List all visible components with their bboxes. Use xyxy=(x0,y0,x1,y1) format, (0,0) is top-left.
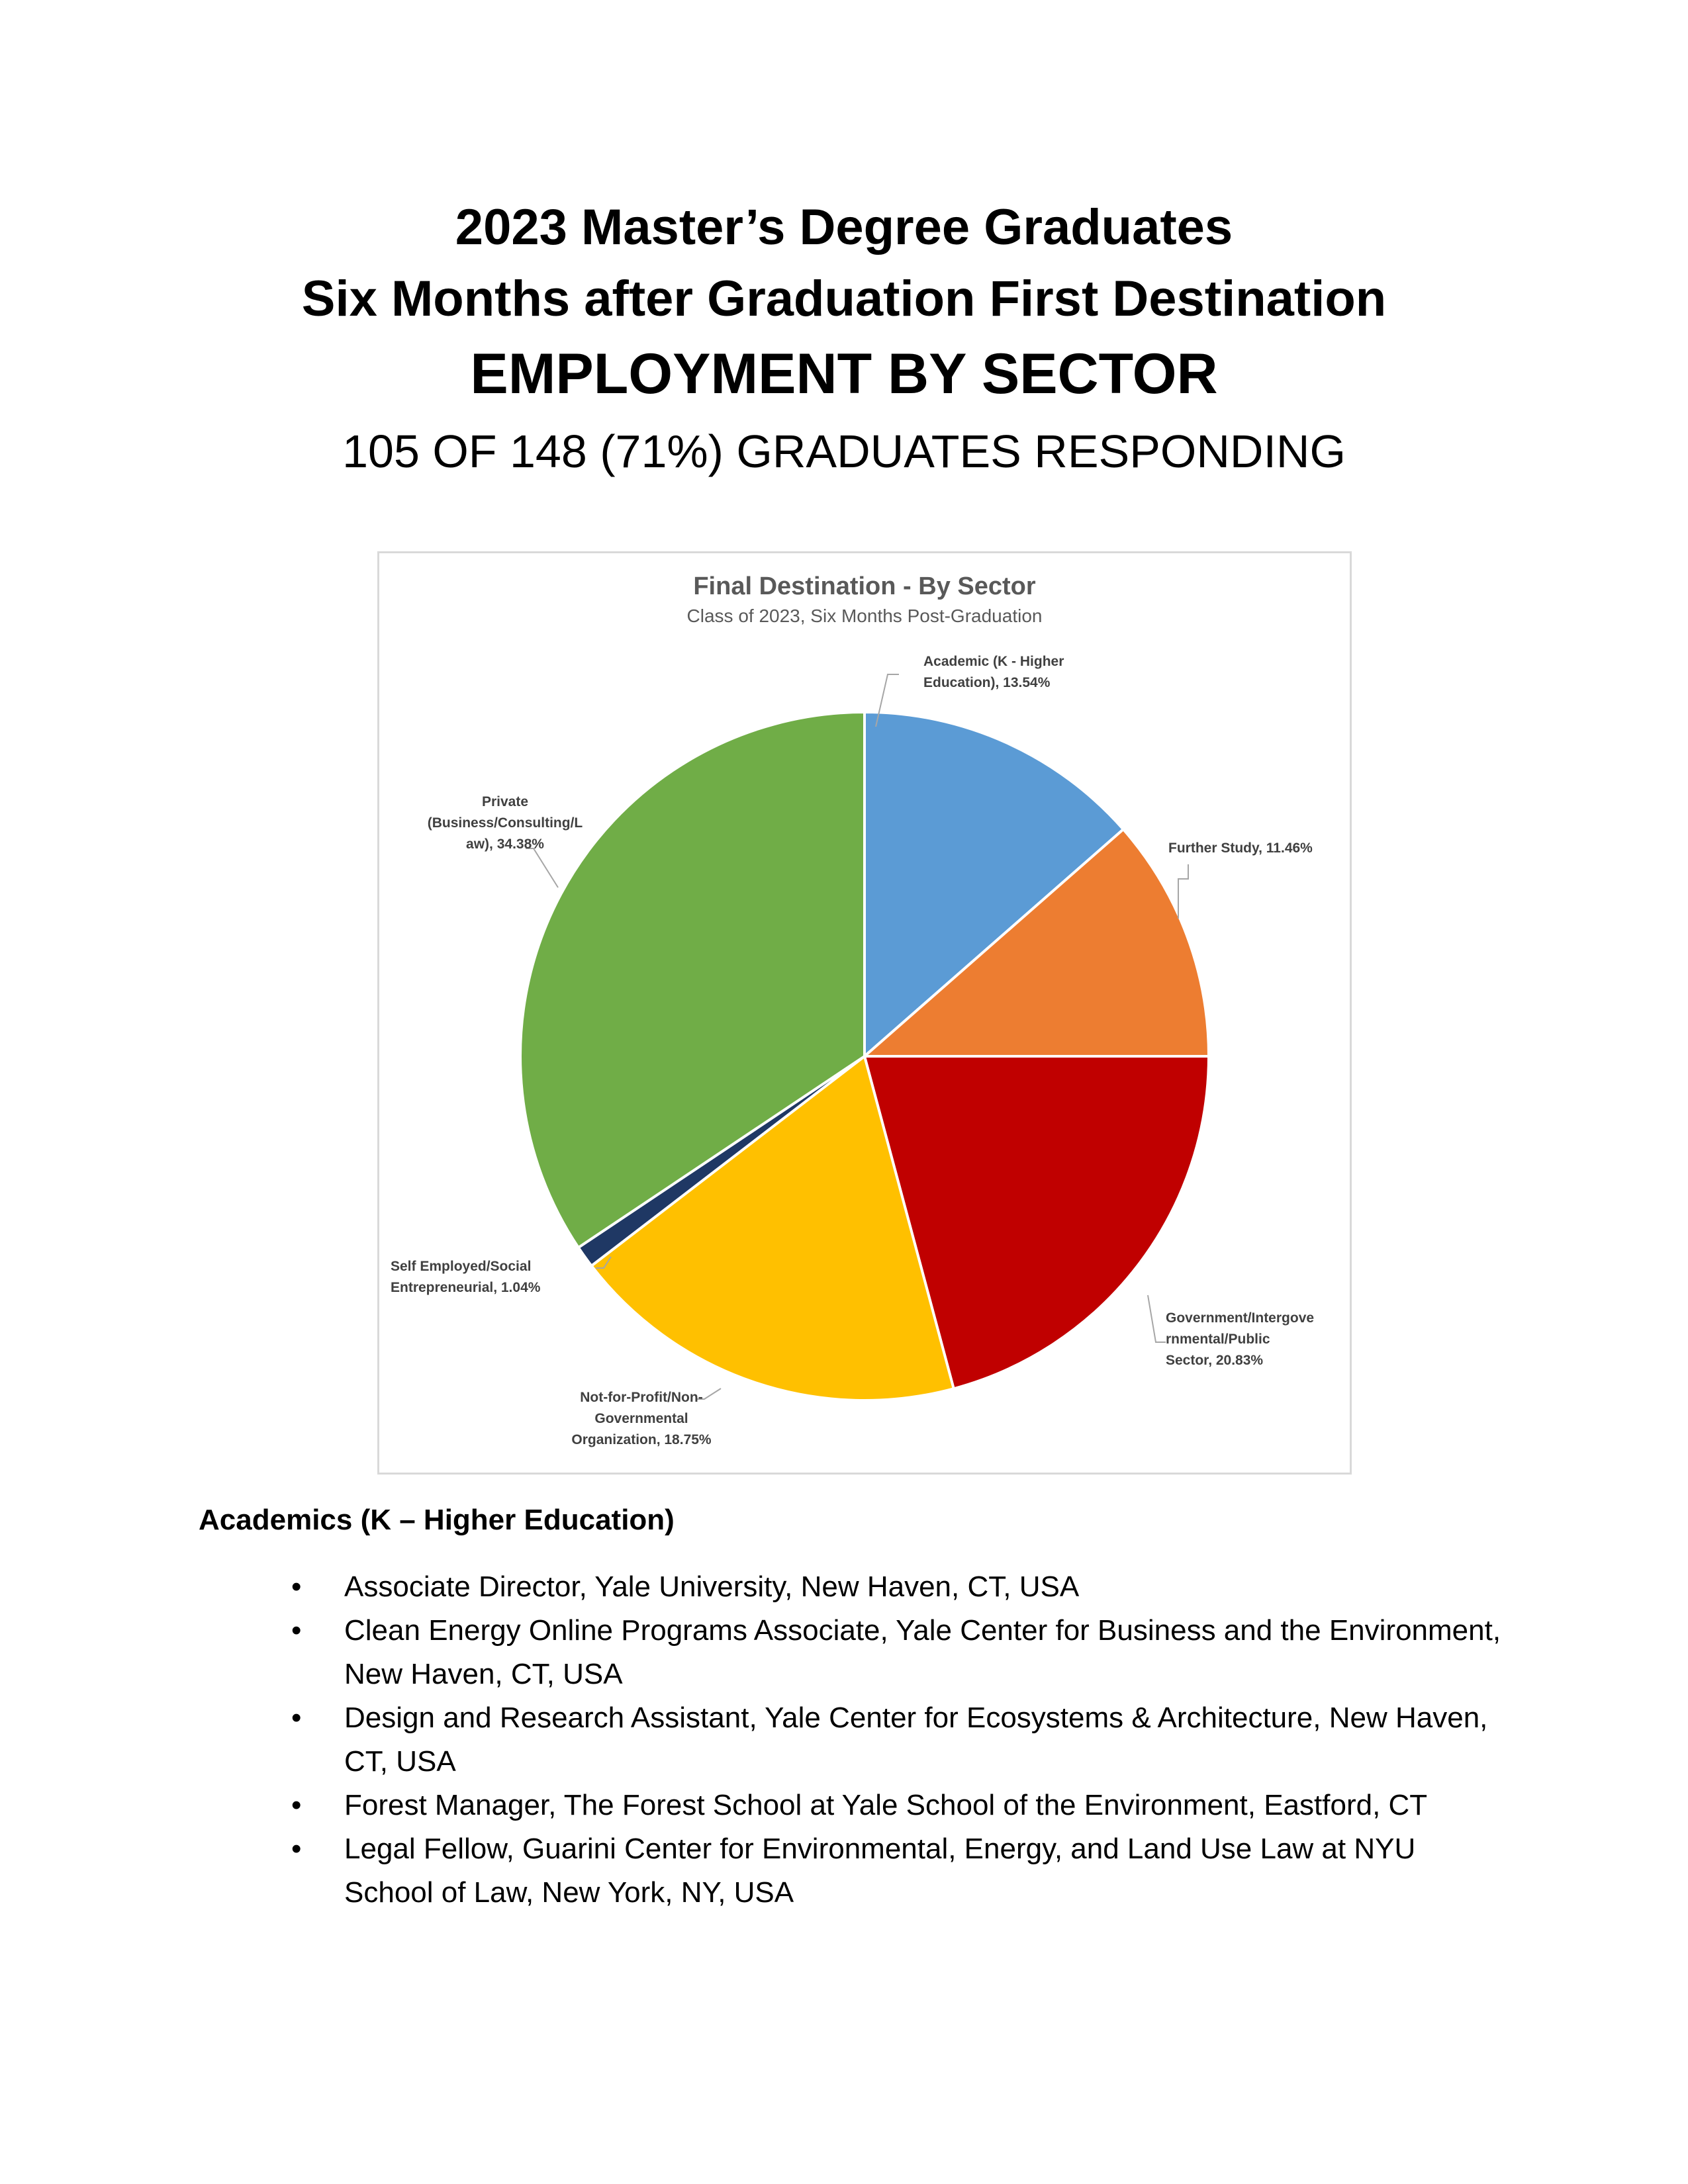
title-line-3: EMPLOYMENT BY SECTOR xyxy=(470,342,1218,406)
list-item xyxy=(291,1696,1509,1784)
data-label-4: Not-for-Profit/Non-Governmental Organization, 18.75% xyxy=(571,1390,712,1447)
bullet-icon: • xyxy=(291,1833,302,1865)
title-block xyxy=(0,192,1688,487)
list-item xyxy=(291,1784,1509,1827)
pie-chart-frame xyxy=(377,551,1352,1475)
response-rate: 105 OF 148 (71%) GRADUATES RESPONDING xyxy=(342,426,1346,477)
position-list xyxy=(291,1565,1509,1915)
list-item-text: Associate Director, Yale University, New Haven, CT, USA xyxy=(344,1570,1080,1603)
title-line-1: 2023 Master’s Degree Graduates xyxy=(455,199,1233,255)
pie-chart xyxy=(379,553,1350,1473)
bullet-icon: • xyxy=(291,1570,302,1603)
chart-subtitle: Class of 2023, Six Months Post-Graduation xyxy=(686,606,1043,626)
section-heading: Academics (K – Higher Education) xyxy=(199,1504,675,1536)
list-item-text: Design and Research Assistant, Yale Center for Ecosystems & Architecture, New Haven, CT, USA xyxy=(344,1702,1488,1778)
list-item-text: Legal Fellow, Guarini Center for Environmental, Energy, and Land Use Law at NYU School of Law, New York, NY, USA xyxy=(344,1833,1416,1909)
data-label-2: Further Study, 11.46% xyxy=(1168,841,1313,856)
bullet-icon: • xyxy=(291,1789,302,1821)
data-label-6: Private (Business/Consulting/L aw), 34.38% xyxy=(427,794,583,852)
data-label-3: Government/Intergove rnmental/Public Sector, 20.83% xyxy=(1166,1310,1315,1368)
bullet-icon: • xyxy=(291,1614,302,1647)
list-item-text: Clean Energy Online Programs Associate, Yale Center for Business and the Environment, New Haven, CT, USA xyxy=(344,1614,1501,1690)
list-item xyxy=(291,1565,1509,1609)
data-label-1: Academic (K - Higher Education), 13.54% xyxy=(923,654,1064,690)
leader-line-6 xyxy=(526,848,558,887)
data-label-5: Self Employed/Social Entrepreneurial, 1.04% xyxy=(391,1259,541,1295)
list-item xyxy=(291,1827,1509,1915)
leader-line-2 xyxy=(1178,864,1188,919)
bullet-icon: • xyxy=(291,1702,302,1734)
list-item-text: Forest Manager, The Forest School at Yale School of the Environment, Eastford, CT xyxy=(344,1789,1428,1821)
leader-line-3 xyxy=(1148,1295,1166,1342)
list-item xyxy=(291,1609,1509,1696)
title-line-2: Six Months after Graduation First Destination xyxy=(301,271,1387,327)
chart-title: Final Destination - By Sector xyxy=(693,572,1036,600)
